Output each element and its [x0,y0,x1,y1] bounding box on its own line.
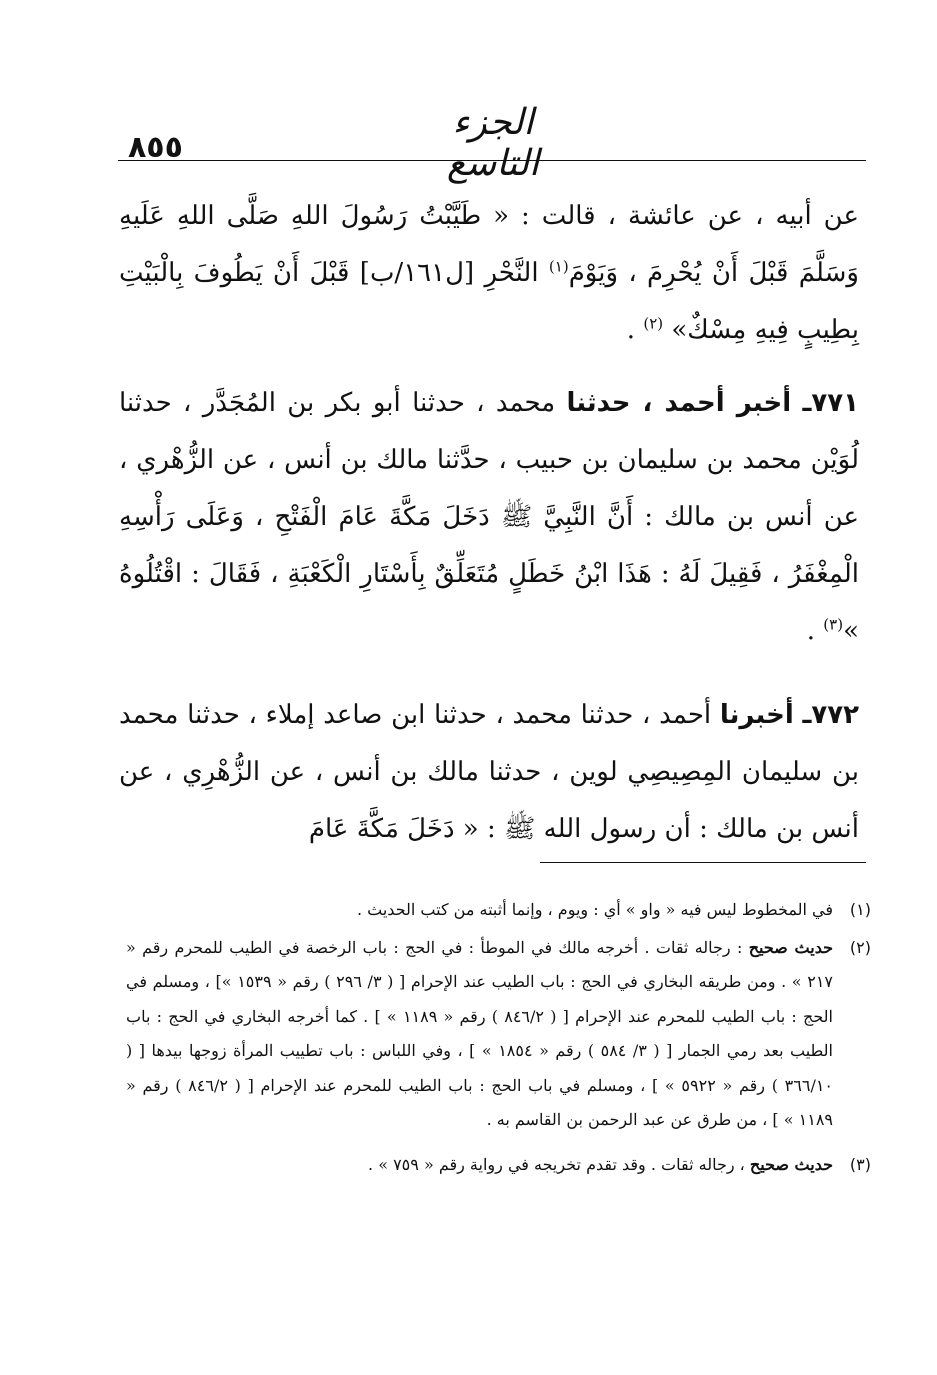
footnote-marker: (٢) [849,937,871,957]
body-paragraph-continuation [119,188,859,359]
footnote-lead: حديث صحيح [749,1154,833,1174]
hadith-lead: أخبر أحمد ، حدثنا [566,388,792,418]
hadith-number: ٧٧٢ـ [802,700,859,730]
footnote-ref-2: (٢) [643,314,664,333]
paragraph-text: النَّحْرِ [ل١٦١/ب] قَبْلَ أَنْ يَطُوفَ بِالْبَيْتِ بِطِيبٍ فِيهِ مِسْكٌ» [119,258,859,345]
paragraph-text: عن أبيه ، عن عائشة ، قالت : « طَيَّبْتُ رَسُولَ اللهِ صَلَّى اللهِ عَلَيهِ وَسَلَّمَ قَبْلَ أَنْ يُحْرِمَ ، وَيَوْمَ [119,201,859,288]
hadith-772 [119,687,859,858]
paragraph-text: . [626,315,636,345]
page-number: ٨٥٥ [128,130,183,165]
footnote-marker: (١) [849,900,871,919]
footnote-text: : رجاله ثقات . أخرجه مالك في الموطأ : في الحج : باب الرخصة في الطيب للمحرم رقم « ٢١٧ » . ومن طريقه البخاري في الحج : باب الطيب عند الإحرام [ ( ٣/ ٢٩٦ ) رقم « ١٥٣٩ »] ، ومسلم في الحج : باب الطيب للمحرم عند الإحرام [ ( ٨٤٦/٢ ) رقم « ١١٨٩ » ] . كما أخرجه البخاري في الحج : باب الطيب بعد رمي الجمار [ ( ٣/ ٥٨٤ ) رقم « ١٨٥٤ » ] ، وفي اللباس : باب تطييب المرأة زوجها بيدها [ ( ٣٦٦/١٠ ) رقم « ٥٩٢٢ » ] ، ومسلم في باب الحج : باب الطيب للمحرم عند الإحرام [ ( ٨٤٦/٢ ) رقم « ١١٨٩ » ] ، من طرق عن عبد الرحمن بن القاسم به . [126,937,834,1129]
hadith-text: محمد ، حدثنا أبو بكر بن المُجَدَّر ، حدثنا لُوَيْن محمد بن سليمان بن حبيب ، حدَّثنا مالك بن أنس ، عن الزُّهْري ، عن أنس بن مالك : أَنَّ النَّبِيَّ ﷺ دَخَلَ مَكَّةَ عَامَ الْفَتْحِ ، وَعَلَى رَأْسِهِ الْمِغْفَرُ ، فَقِيلَ لَهُ : هَذَا ابْنُ خَطَلٍ مُتَعَلِّقٌ بِأَسْتَارِ الْكَعْبَةِ ، فَقَالَ : اقْتُلُوهُ » [119,388,859,646]
hadith-lead: أخبرنا [719,700,794,730]
footnote-ref-3: (٣) [823,615,844,634]
header-rule [118,160,866,161]
running-head: الجزء التاسع [446,102,540,184]
footnote-1 [126,893,871,928]
footnote-text: في المخطوط ليس فيه « واو » أي : ويوم ، وإنما أثبته من كتب الحديث . [356,900,833,919]
page-header [118,92,866,184]
hadith-text: . [806,616,816,646]
hadith-text: أحمد ، حدثنا محمد ، حدثنا ابن صاعد إملاء ، حدثنا محمد بن سليمان المِصِيصِي لوين ، حدثنا مالك بن أنس ، عن الزُّهْرِي ، عن أنس بن مالك : أن رسول الله ﷺ : « دَخَلَ مَكَّةَ عَامَ [119,700,859,844]
footnote-2 [126,931,871,1138]
footnote-ref-1: (١) [548,257,569,276]
footnote-lead: حديث صحيح [748,937,834,957]
footnote-marker: (٣) [849,1154,871,1174]
footnote-3 [126,1148,871,1183]
hadith-771 [119,375,859,660]
footnotes [126,893,871,1182]
footnote-text: ، رجاله ثقات . وقد تقدم تخريجه في رواية رقم « ٧٥٩ » . [368,1154,745,1174]
hadith-number: ٧٧١ـ [802,388,860,418]
footnote-rule [540,862,866,863]
